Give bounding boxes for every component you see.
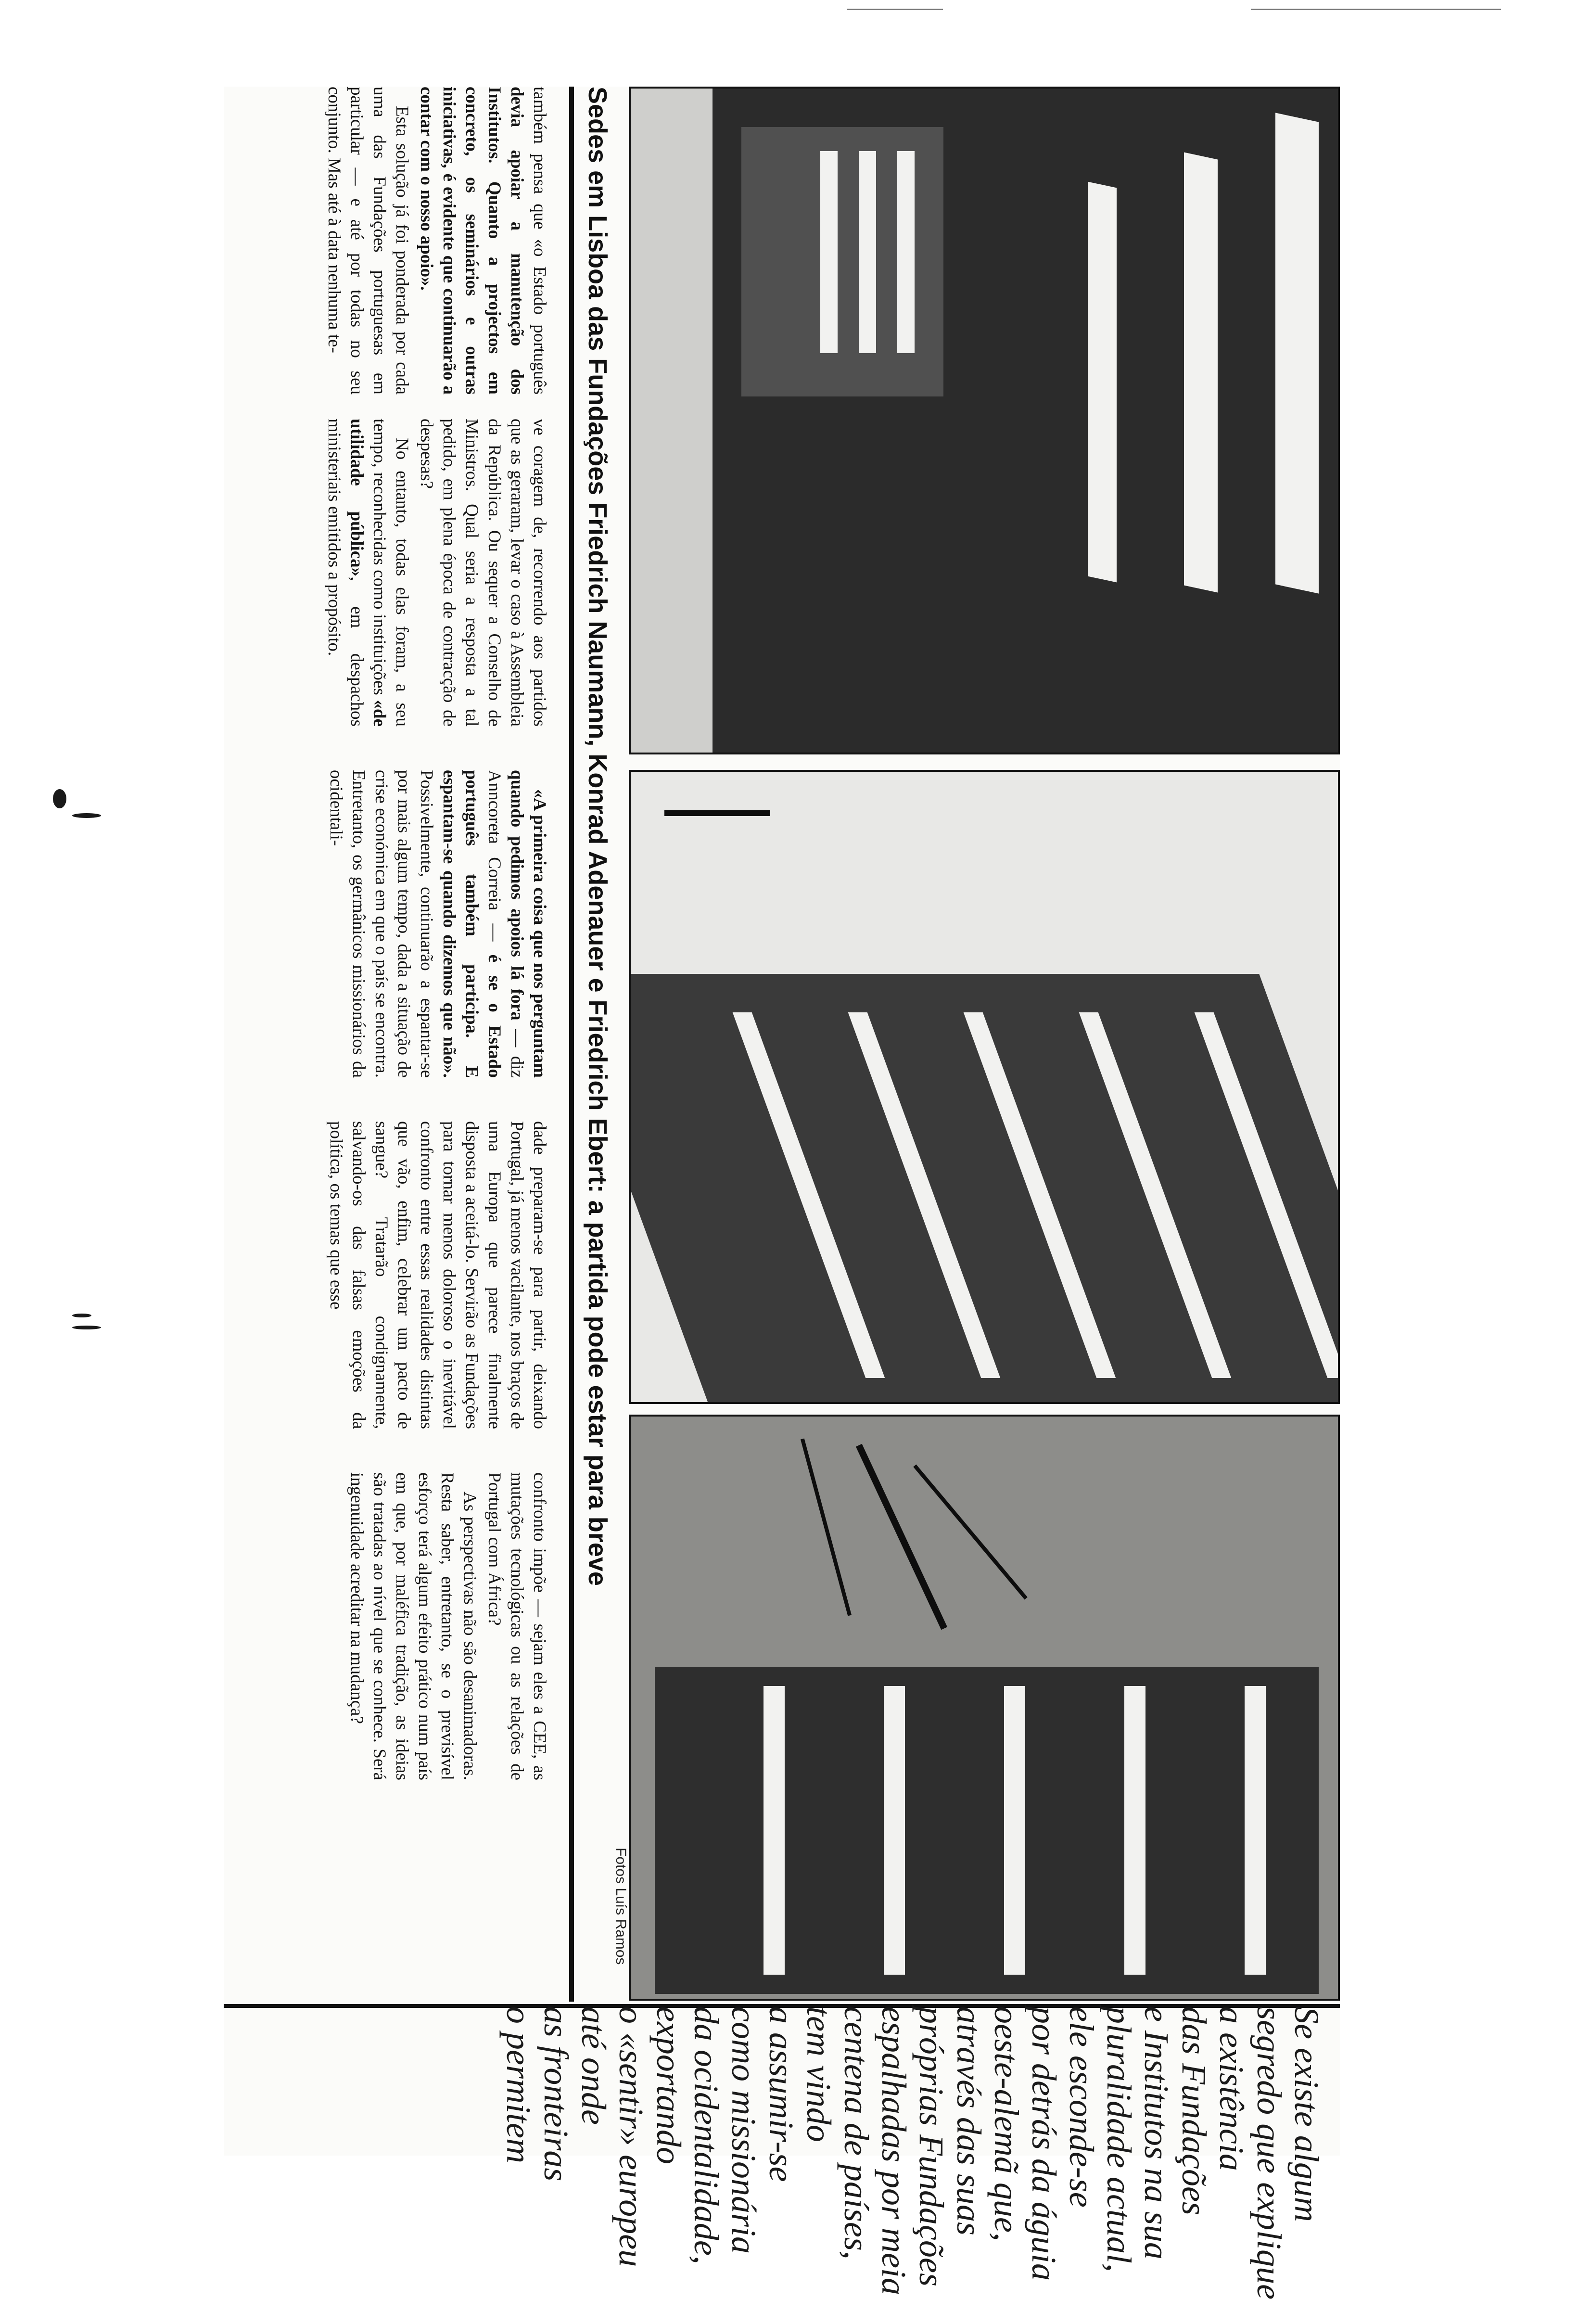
window-row <box>1124 1686 1145 1975</box>
bold-text-run: «de utilidade pública» <box>347 419 389 727</box>
photo-ebert-building <box>629 1415 1340 2001</box>
scan-speck <box>72 1326 101 1329</box>
newspaper-page <box>224 87 1340 2300</box>
railing <box>859 151 876 353</box>
pull-quote-line: o «sentir» europeu <box>612 2006 650 2267</box>
scan-speck <box>72 1314 91 1317</box>
pull-quote-line: por detrás da águia <box>1025 2006 1063 2281</box>
paragraph: confronto impõe — sejam eles a CEE, as mutações tecnológicas ou as relações de Portugal com África? <box>484 1472 549 1780</box>
tree-branch <box>913 1465 1028 1600</box>
text-run: também pensa que «o Estado português <box>530 87 549 395</box>
pull-quote-line: segredo que explique <box>1250 2006 1288 2300</box>
photo-caption: Sedes em Lisboa das Fundações Friedrich Naumann, Konrad Adenauer e Friedrich Ebert: a partida pode estar para breve <box>583 87 612 1586</box>
pull-quote-line: como missionária <box>725 2006 763 2254</box>
pull-quote-line: e Institutos na sua <box>1137 2006 1176 2260</box>
scan-speck <box>53 789 66 808</box>
sky-patch <box>631 89 713 753</box>
window-row <box>1245 1686 1266 1975</box>
pull-quote-line: o permitem <box>499 2006 538 2163</box>
pull-quote-line: através das suas <box>950 2006 988 2236</box>
window-band <box>1184 153 1218 593</box>
lamp-post <box>664 810 770 816</box>
paragraph <box>415 87 551 395</box>
window-band <box>1088 182 1117 583</box>
pull-quote-line: Se existe algum <box>1287 2006 1326 2222</box>
window-row <box>1004 1686 1025 1975</box>
paragraph: As perspectivas não são desanimadoras. Resta saber, entretanto, se o previsível esforço terá algum efeito prático num país em que, por maléfica tradição, as ideias são tratadas ao nível que se conhece. Será ingenuidade acreditar na mudança? <box>347 1472 480 1780</box>
window-band <box>1275 113 1319 593</box>
text-run: , em despachos ministeriais emitidos a propósito. <box>324 419 367 727</box>
text-run: Possivelmente, continuarão a espantar-se por mais algum tempo, dada a situação de crise económica em que o país se encontra. Entretanto, os germânicos missionários da ocidentali- <box>326 770 436 1078</box>
paragraph <box>323 419 413 727</box>
bold-text-run: devia apoiar a manutenção dos Institutos. Quanto a projectos em concreto, os seminários e outras iniciativas, é evidente que continuarão a contar com o nosso apoio». <box>417 87 527 395</box>
pull-quote-line: exportando <box>649 2006 688 2164</box>
paragraph <box>325 770 551 1078</box>
paragraph: Esta solução já foi ponderada por cada uma das Fundações portuguesas em particular — e até por todas no seu conjunto. Mas até à data nenhuma te- <box>324 87 412 395</box>
article-column-5 <box>344 1472 551 1780</box>
paragraph: dade preparam-se para partir, deixando Portugal, já menos vacilante, nos braços de uma Europa que parece finalmente disposta a aceitá-lo. Servirão as Fundações para tornar menos doloroso o inevitável confronto entre essas realidades distintas que vão, enfim, celebrar um pacto de sangue? Tratarão condignamente, salvando-os das falsas emoções da política, os temas que esse <box>326 1121 549 1429</box>
railing <box>820 151 838 353</box>
pull-quote-line: ele esconde-se <box>1062 2006 1101 2208</box>
photo-adenauer-building <box>629 770 1340 1404</box>
building-block <box>655 1667 1319 1994</box>
caption-rule <box>569 87 574 2002</box>
article-column-1 <box>321 87 551 395</box>
photo-naumann-building <box>629 87 1340 754</box>
paragraph: ve coragem de, recorrendo aos partidos que as geraram, levar o caso à Assembleia da República. Ou sequer a Conselho de Ministros. Qual seria a resposta a tal pedido, em plena época de contracção de despesas? <box>417 419 549 727</box>
railing <box>897 151 915 353</box>
scan-speck <box>72 813 101 818</box>
pull-quote-line: tem vindo <box>800 2006 838 2142</box>
pull-quote-line: próprias Fundações <box>912 2006 951 2286</box>
bold-text-run: «A primeira coisa que nos perguntam quando pedimos apoios lá fora — <box>507 770 549 1078</box>
window-row <box>764 1686 785 1975</box>
pull-quote-line: espalhadas por meia <box>875 2006 913 2295</box>
scan-edge-line <box>847 9 943 10</box>
pull-quote-line: oeste-alemã que, <box>987 2006 1026 2241</box>
pull-quote-line: pluralidade actual, <box>1100 2006 1138 2272</box>
tree-branch <box>801 1438 852 1616</box>
article-column-3 <box>323 770 551 1078</box>
pull-quote-line: da ocidentalidade, <box>687 2006 725 2264</box>
article-column-4 <box>323 1121 551 1429</box>
pull-quote-line: a assumir-se <box>762 2006 801 2182</box>
photo-credit: Fotos Luís Ramos <box>613 1848 629 1965</box>
article-column-2 <box>321 419 551 727</box>
pull-quote-line: até onde <box>574 2006 613 2125</box>
tree-trunk <box>856 1444 947 1630</box>
text-run: diz Anncoreta Correia — <box>484 770 527 1078</box>
pull-quote-line: centena de países, <box>837 2006 876 2260</box>
window-row <box>884 1686 905 1975</box>
pull-quote-line: as fronteiras <box>537 2006 575 2182</box>
scan-edge-line <box>1251 9 1501 10</box>
bold-text-run: é se o Estado português também participa. E espantam-se quando dizemos que não». <box>439 770 504 1078</box>
pull-quote <box>500 2006 1325 2324</box>
text-run: No entanto, todas elas foram, a seu tempo, reconhecidas como instituições <box>369 419 412 727</box>
pull-quote-line: a existência <box>1212 2006 1251 2171</box>
pull-quote-line: das Fundações <box>1175 2006 1213 2215</box>
